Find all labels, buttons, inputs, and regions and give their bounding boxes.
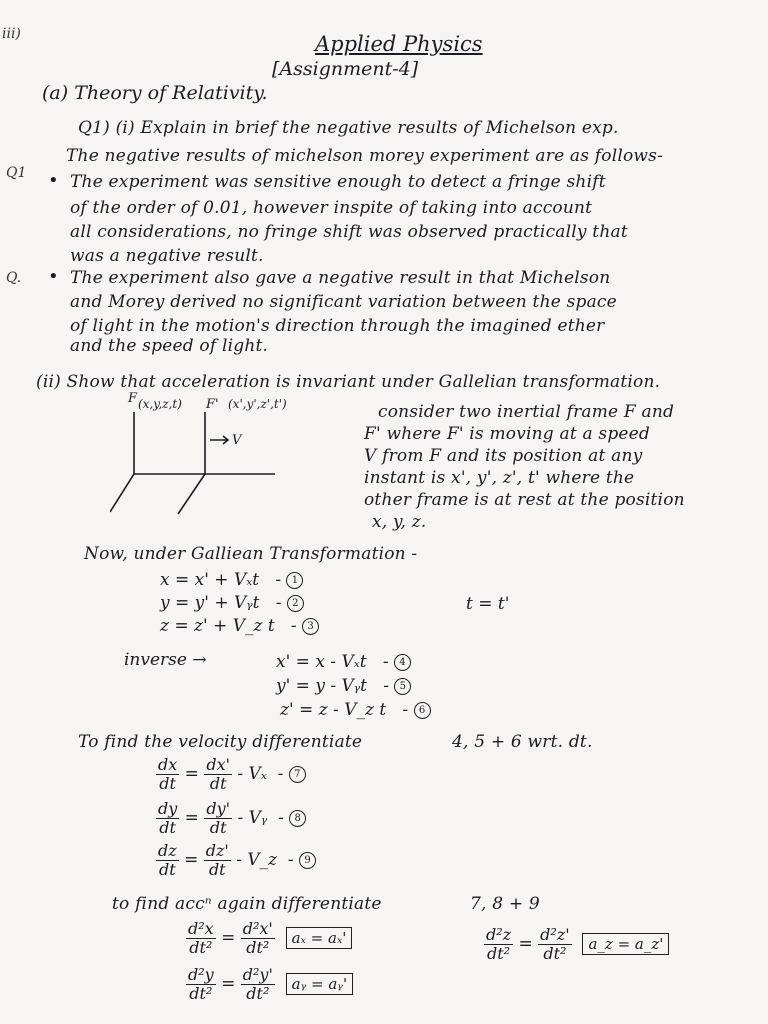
fraction-numerator: d²z xyxy=(486,925,512,944)
velocity-heading: To find the velocity differentiate xyxy=(78,732,363,752)
bullet-marker: • xyxy=(48,170,59,191)
consider-line: V from F and its position at any xyxy=(364,446,643,466)
bullet-1-line: of the order of 0.01, however inspite of taking into account xyxy=(70,198,593,218)
bullet-2-line: of light in the motion's direction through the imagined ether xyxy=(70,316,605,336)
fraction-numerator: dy xyxy=(158,799,178,818)
fraction-numerator: d²x xyxy=(188,919,214,938)
bullet-1-line: all considerations, no fringe shift was observed practically that xyxy=(70,222,628,242)
frame-f-prime-coords: (x',y',z',t') xyxy=(228,397,287,411)
result-box-y: aᵧ = aᵧ' xyxy=(286,973,353,995)
equation-row: y' = y - Vᵧt - 5 xyxy=(276,676,411,696)
equation-tag: 8 xyxy=(289,810,306,827)
frame-f-label: F xyxy=(128,392,138,406)
intro-text: The negative results of michelson morey experiment are as follows- xyxy=(66,146,664,166)
fraction-numerator: dy' xyxy=(206,799,231,818)
page-reference: iii) xyxy=(2,26,21,42)
consider-line: consider two inertial frame F and xyxy=(378,402,675,422)
velocity-equation-x: $\frac{dx}{dt}$ = $\frac{dx'}{dt}$ - Vₓ - 7 xyxy=(156,756,306,793)
time-equation: t = t' xyxy=(466,594,510,614)
fraction-denominator: dt² xyxy=(189,938,213,957)
equation-row: z' = z - V_z t - 6 xyxy=(280,700,431,720)
fraction-denominator: dt² xyxy=(189,984,213,1003)
equation-text: x' = x - Vₓt xyxy=(276,652,367,672)
velocity-equation-z: $\frac{dz}{dt}$ = $\frac{dz'}{dt}$ - V_z - 9 xyxy=(156,842,316,879)
question-1-ii: (ii) Show that acceleration is invariant under Gallelian transformation. xyxy=(36,372,661,392)
frame-f-coords: (x,y,z,t) xyxy=(138,397,182,411)
acceleration-equation-x: $\frac{\text{d²x}}{\text{dt²}}$ = $\frac{\text{d²x'}}{\text{dt²}}$ aₓ = aₓ' xyxy=(186,920,352,957)
equation-tag: 3 xyxy=(302,618,319,635)
equation-remainder: - Vₓ xyxy=(237,764,267,784)
fraction-denominator: dt xyxy=(209,774,227,793)
fraction-denominator: dt xyxy=(208,860,226,879)
consider-line: instant is x', y', z', t' where the xyxy=(364,468,635,488)
acceleration-references: 7, 8 + 9 xyxy=(470,894,540,914)
bullet-1-line: The experiment was sensitive enough to detect a fringe shift xyxy=(70,172,606,192)
fraction-numerator: dz xyxy=(158,841,177,860)
frame-f-prime-label: F' xyxy=(206,397,219,412)
question-1-i: Q1) (i) Explain in brief the negative results of Michelson exp. xyxy=(78,118,619,138)
fraction-numerator: dz' xyxy=(205,841,229,860)
result-box-x: aₓ = aₓ' xyxy=(286,927,353,949)
consider-line: other frame is at rest at the position xyxy=(364,490,685,510)
fraction-numerator: dx xyxy=(158,755,178,774)
fraction-numerator: d²y' xyxy=(242,965,273,984)
equation-text: y = y' + Vᵧt xyxy=(160,593,260,613)
equation-tag: 4 xyxy=(394,654,411,671)
consider-line: F' where F' is moving at a speed xyxy=(364,424,651,444)
result-box-z: a_z = a_z' xyxy=(582,933,669,955)
equation-row: z = z' + V_z t - 3 xyxy=(160,616,319,636)
velocity-references: 4, 5 + 6 wrt. dt. xyxy=(452,732,593,752)
bullet-1-line: was a negative result. xyxy=(70,246,264,266)
fraction-denominator: dt² xyxy=(543,944,567,963)
velocity-label: V xyxy=(232,433,242,448)
equation-tag: 2 xyxy=(287,595,304,612)
consider-line: x, y, z. xyxy=(372,512,427,532)
acceleration-equation-y: $\frac{\text{d²y}}{\text{dt²}}$ = $\frac{\text{d²y'}}{\text{dt²}}$ aᵧ = aᵧ' xyxy=(186,966,353,1003)
inverse-label: inverse → xyxy=(124,650,207,670)
fraction-numerator: d²x' xyxy=(242,919,273,938)
transformation-heading: Now, under Galliean Transformation - xyxy=(84,544,418,564)
equation-row: x = x' + Vₓt - 1 xyxy=(160,570,303,590)
margin-note-1: Q1 xyxy=(6,165,27,181)
margin-note-2: Q. xyxy=(6,270,22,286)
fraction-denominator: dt² xyxy=(487,944,511,963)
equation-text: x = x' + Vₓt xyxy=(160,570,260,590)
page-subtitle: [Assignment-4] xyxy=(272,58,419,80)
frames-diagram xyxy=(110,392,360,532)
fraction-denominator: dt xyxy=(159,774,176,793)
fraction-denominator: dt xyxy=(159,860,176,879)
equation-remainder: - Vᵧ xyxy=(237,808,268,828)
fraction-denominator: dt² xyxy=(246,984,270,1003)
equation-tag: 6 xyxy=(414,702,431,719)
fraction-numerator: d²y xyxy=(188,965,214,984)
equation-row: y = y' + Vᵧt - 2 xyxy=(160,593,304,613)
bullet-2-line: and the speed of light. xyxy=(70,336,269,356)
section-heading: (a) Theory of Relativity. xyxy=(42,82,268,104)
page-title: Applied Physics xyxy=(315,32,483,56)
equation-tag: 5 xyxy=(394,678,411,695)
equation-text: z = z' + V_z t xyxy=(160,616,275,636)
equation-row: x' = x - Vₓt - 4 xyxy=(276,652,411,672)
acceleration-equation-z: $\frac{\text{d²z}}{\text{dt²}}$ = $\frac{\text{d²z'}}{\text{dt²}}$ a_z = a_z' xyxy=(484,926,669,963)
equation-remainder: - V_z xyxy=(236,850,278,870)
bullet-2-line: and Morey derived no significant variation between the space xyxy=(70,292,617,312)
fraction-numerator: d²z' xyxy=(540,925,570,944)
bullet-marker: • xyxy=(48,266,59,287)
fraction-numerator: dx' xyxy=(206,755,230,774)
velocity-equation-y: $\frac{dy}{dt}$ = $\frac{dy'}{dt}$ - Vᵧ - 8 xyxy=(156,800,306,837)
bullet-2-line: The experiment also gave a negative result in that Michelson xyxy=(70,268,611,288)
equation-text: y' = y - Vᵧt xyxy=(276,676,367,696)
acceleration-heading: to find accⁿ again differentiate xyxy=(112,894,382,914)
fraction-denominator: dt² xyxy=(246,938,270,957)
fraction-denominator: dt xyxy=(209,818,227,837)
equation-text: z' = z - V_z t xyxy=(280,700,387,720)
equation-tag: 9 xyxy=(299,852,316,869)
equation-tag: 7 xyxy=(289,766,306,783)
fraction-denominator: dt xyxy=(159,818,176,837)
equation-tag: 1 xyxy=(286,572,303,589)
